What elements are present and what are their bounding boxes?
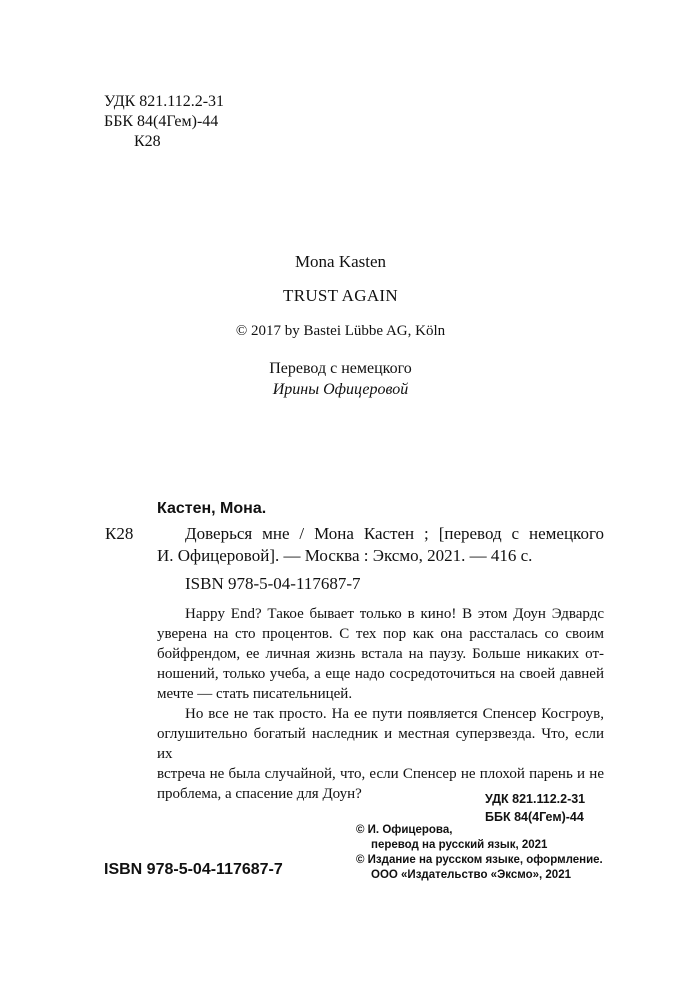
annotation-line: бойфрендом, ее личная жизнь встала на паузу. Больше никаких от- <box>157 646 604 662</box>
top-codes <box>104 92 224 152</box>
copyright-publisher: ООО «Издательство «Эксмо», 2021 <box>371 869 571 881</box>
annotation-line: встреча не была случайной, что, если Спенсер не плохой парень и не <box>157 766 604 782</box>
annotation-line: мечте — стать писательницей. <box>157 686 353 702</box>
udk-code: УДК 821.112.2-31 <box>485 792 586 806</box>
catalog-isbn: ISBN 978-5-04-117687-7 <box>185 574 361 593</box>
copyright-edition: © Издание на русском языке, оформление. <box>356 854 603 866</box>
catalog-desc-line: Доверься мне / Мона Кастен ; [перевод с немецкого <box>185 524 604 543</box>
copyright-translation: перевод на русский язык, 2021 <box>371 839 548 851</box>
catalog-heading: Кастен, Мона. <box>157 500 267 517</box>
catalog-mark: К28 <box>105 524 134 543</box>
udk-code: УДК 821.112.2-31 <box>104 93 225 110</box>
annotation-line: Но все не так просто. На ее пути появляется Спенсер Косгроув, <box>185 706 604 722</box>
original-author: Mona Kasten <box>294 252 387 271</box>
bbk-code: ББК 84(4Гем)-44 <box>104 113 219 130</box>
translator-name: Ирины Офицеровой <box>272 381 409 398</box>
bottom-codes <box>485 790 585 826</box>
footer-isbn: ISBN 978-5-04-117687-7 <box>104 861 283 878</box>
footer-copyright <box>356 823 603 883</box>
annotation-line: проблема, а спасение для Доун? <box>157 786 362 802</box>
copyright-translator: © И. Офицерова, <box>356 824 453 836</box>
annotation-line: уверена на сто процентов. С тех пор как она рассталась со своим <box>157 626 604 642</box>
author-mark: К28 <box>134 133 161 150</box>
annotation <box>157 604 604 804</box>
translation-line: Перевод с немецкого <box>269 360 412 377</box>
original-title: TRUST AGAIN <box>283 286 398 305</box>
catalog-desc-line: И. Офицеровой]. — Москва : Эксмо, 2021. — 416 с. <box>157 546 533 565</box>
original-copyright: © 2017 by Bastei Lübbe AG, Köln <box>235 323 446 339</box>
annotation-line: Happy End? Такое бывает только в кино! В этом Доун Эдвардс <box>185 606 604 622</box>
annotation-line: ношений, только учеба, а еще надо сосредоточиться на своей давней <box>157 666 604 682</box>
bbk-code: ББК 84(4Гем)-44 <box>485 810 584 824</box>
catalog-description <box>185 523 604 545</box>
annotation-line: оглушительно богатый наследник и местная суперзвезда. Что, если их <box>157 726 604 762</box>
catalog-description-cont <box>157 545 604 567</box>
